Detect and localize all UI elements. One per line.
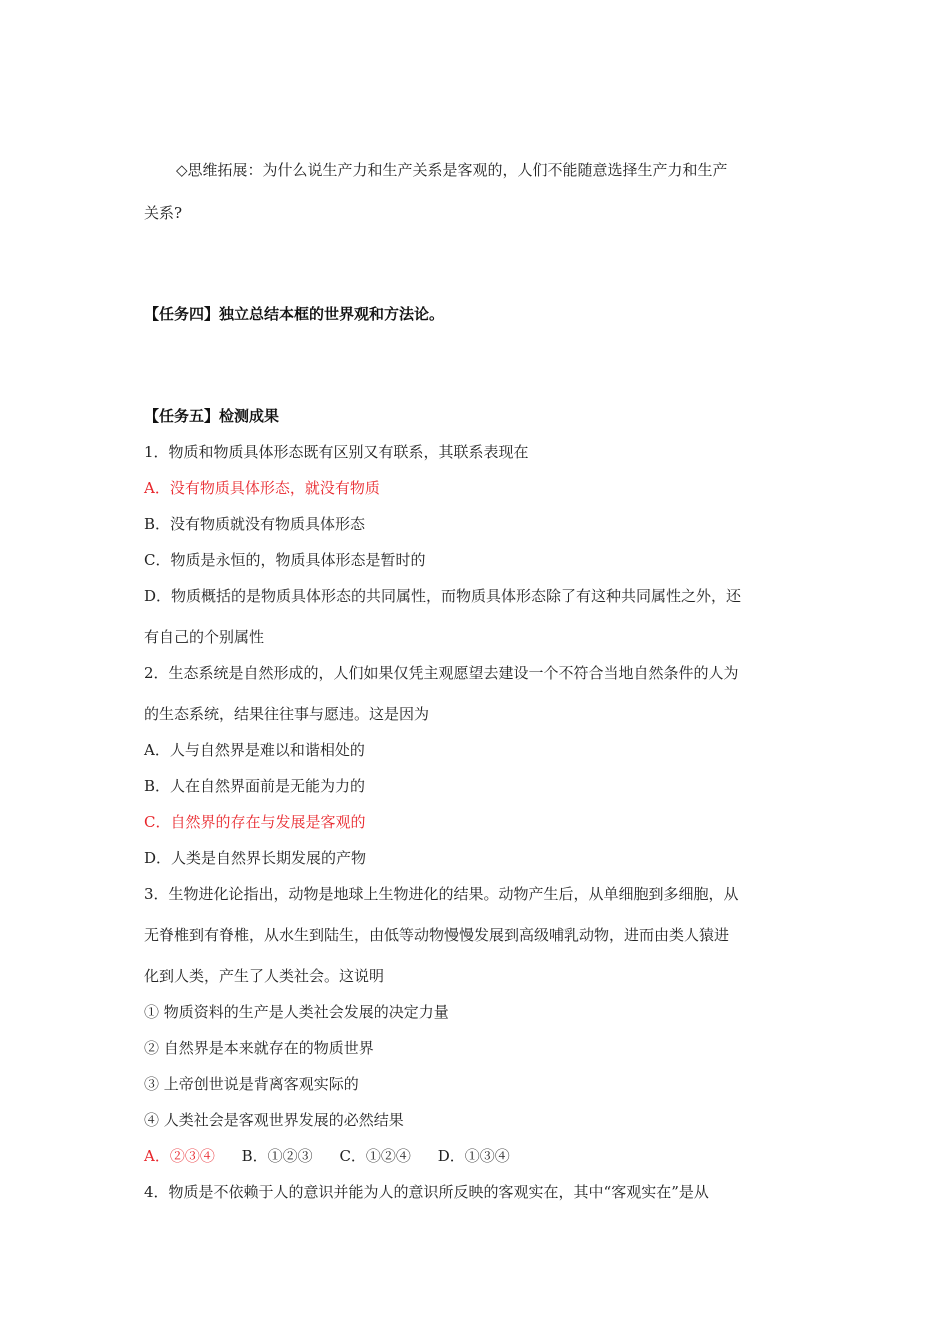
q1-option-c: C．物质是永恒的，物质具体形态是暂时的	[144, 551, 426, 569]
q1-option-d-line-2: 有自己的个别属性	[144, 628, 265, 646]
q2-option-b: B．人在自然界面前是无能为力的	[144, 777, 366, 795]
thinking-line-2: 关系?	[144, 204, 183, 222]
q3-options-row	[144, 1146, 532, 1166]
q3-option-b: B．①②③	[241, 1147, 313, 1165]
q3-option-c: C．①②④	[339, 1147, 411, 1165]
q1-option-b: B．没有物质就没有物质具体形态	[144, 515, 366, 533]
q3-statement-3: ③ 上帝创世说是背离客观实际的	[144, 1075, 359, 1093]
q3-statement-1: ① 物质资料的生产是人类社会发展的决定力量	[144, 1003, 449, 1021]
q2-option-a: A．人与自然界是难以和谐相处的	[144, 741, 365, 759]
q3-option-a: A．②③④	[144, 1147, 215, 1165]
q3-statement-4: ④ 人类社会是客观世界发展的必然结果	[144, 1111, 404, 1129]
q3-option-d: D．①③④	[437, 1147, 510, 1165]
q1-option-d-line-1: D．物质概括的是物质具体形态的共同属性，而物质具体形态除了有这种共同属性之外，还	[144, 587, 742, 605]
q4-stem-line-1: 4．物质是不依赖于人的意识并能为人的意识所反映的客观实在，其中“客观实在”是从	[144, 1183, 709, 1201]
q3-stem-line-3: 化到人类，产生了人类社会。这说明	[144, 967, 385, 985]
thinking-line-1: ◇思维拓展：为什么说生产力和生产关系是客观的，人们不能随意选择生产力和生产	[176, 161, 728, 179]
q3-stem-line-1: 3．生物进化论指出，动物是地球上生物进化的结果。动物产生后，从单细胞到多细胞，从	[144, 885, 739, 903]
q2-option-d: D．人类是自然界长期发展的产物	[144, 849, 367, 867]
q1-option-a: A．没有物质具体形态，就没有物质	[144, 479, 380, 497]
q2-option-c: C．自然界的存在与发展是客观的	[144, 813, 366, 831]
q1-stem: 1．物质和物质具体形态既有区别又有联系，其联系表现在	[144, 443, 529, 461]
task5-heading: 【任务五】检测成果	[144, 407, 280, 425]
q3-stem-line-2: 无脊椎到有脊椎，从水生到陆生，由低等动物慢慢发展到高级哺乳动物，进而由类人猿进	[144, 926, 730, 944]
q2-stem-line-1: 2．生态系统是自然形成的，人们如果仅凭主观愿望去建设一个不符合当地自然条件的人为	[144, 664, 739, 682]
q2-stem-line-2: 的生态系统，结果往往事与愿违。这是因为	[144, 705, 430, 723]
task4-heading: 【任务四】独立总结本框的世界观和方法论。	[144, 305, 445, 323]
q3-statement-2: ② 自然界是本来就存在的物质世界	[144, 1039, 374, 1057]
